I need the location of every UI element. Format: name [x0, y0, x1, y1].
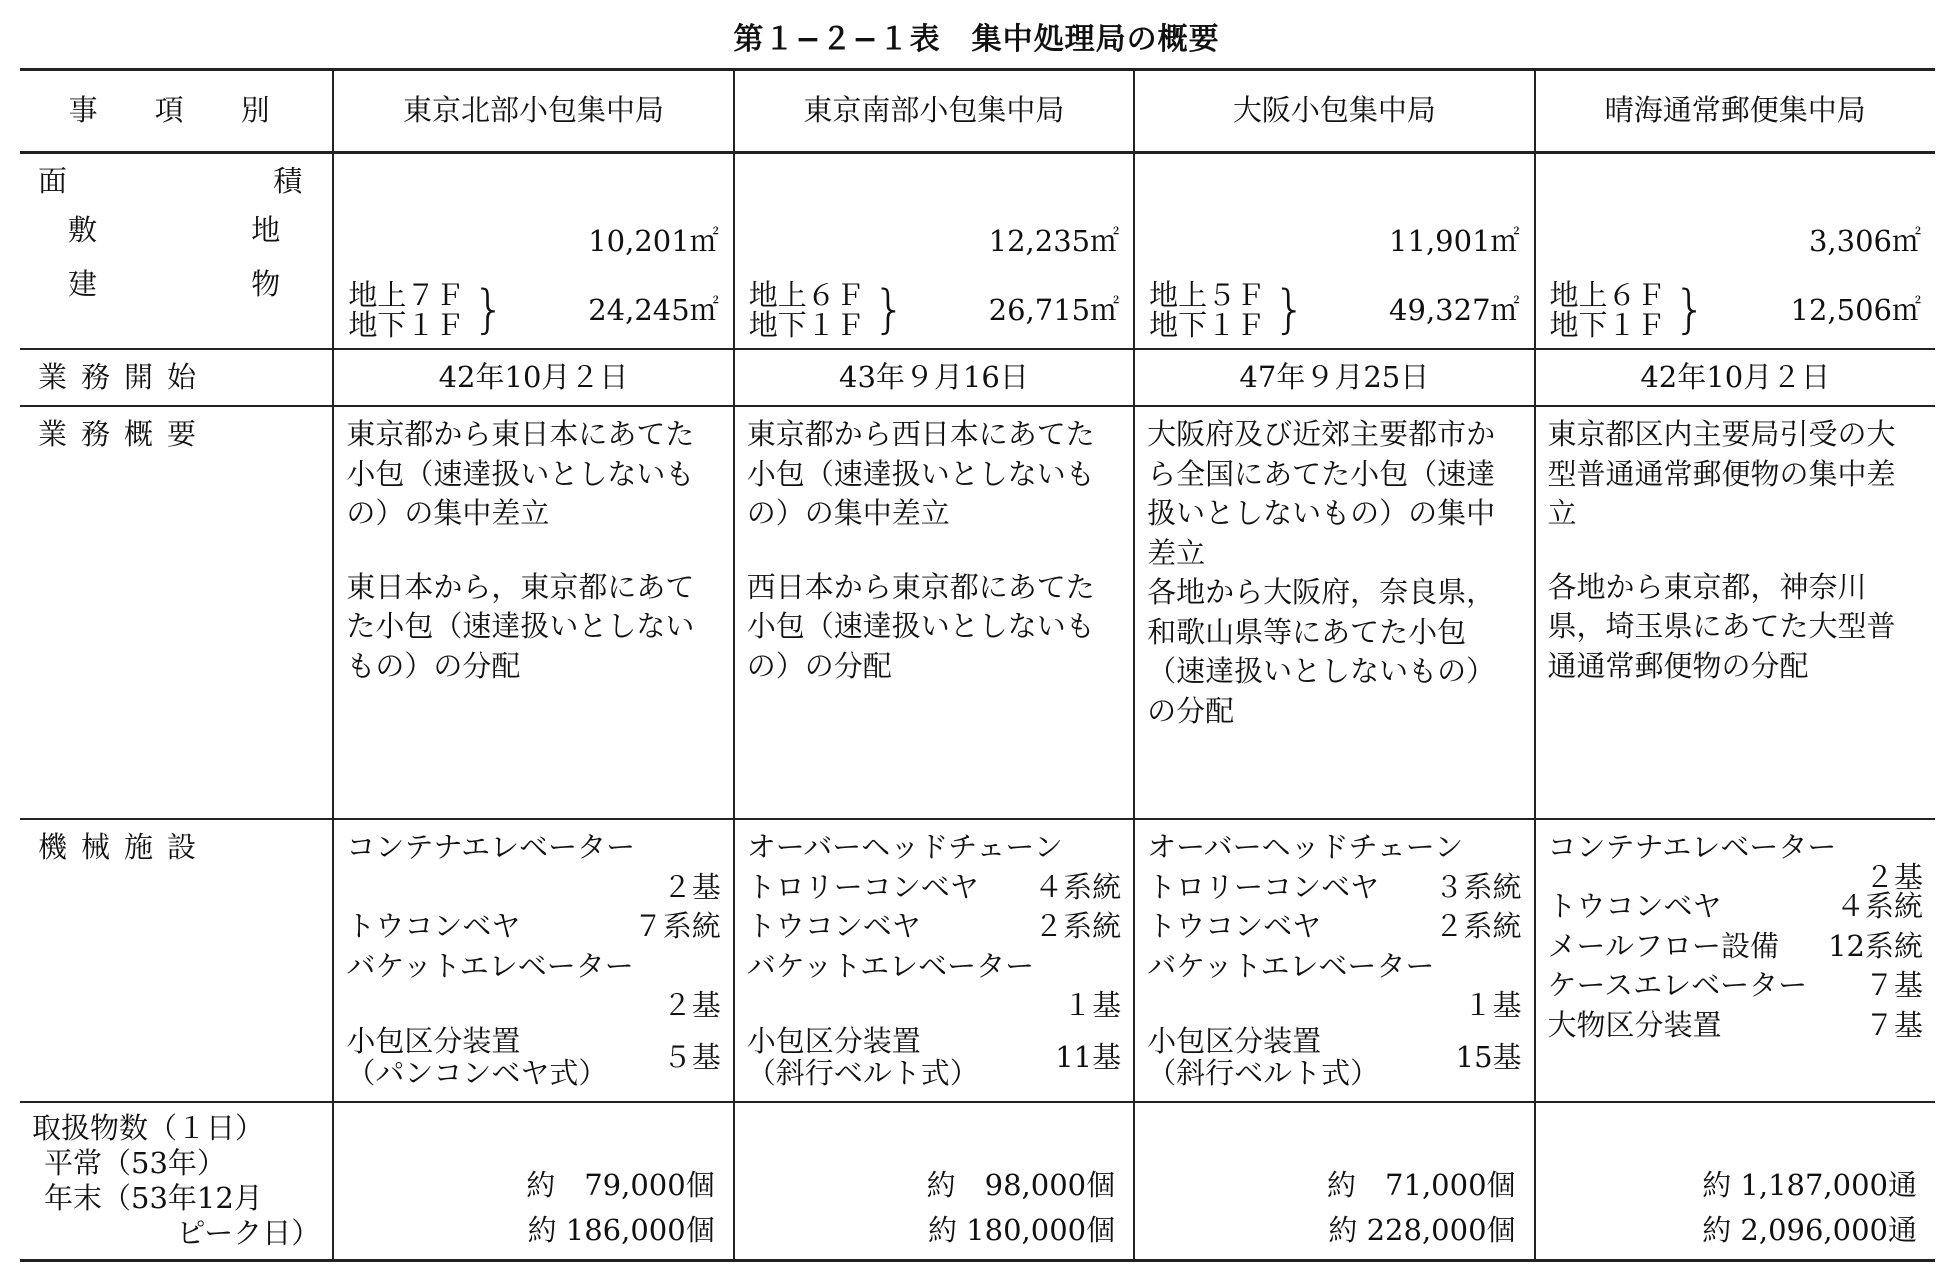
building-area: 49,327㎡: [1389, 292, 1520, 327]
start-date: 42年10月２日: [333, 349, 733, 406]
summary-row: [20, 406, 1935, 819]
volume-label: 取扱物数（１日） 平常（53年） 年末（53年12月 ピーク日）: [20, 1102, 333, 1260]
volume-cell: 約 98,000個 約 180,000個: [734, 1102, 1134, 1260]
building-area: 24,245㎡: [588, 292, 719, 327]
summary-cell: 東京都区内主要局引受の大型普通通常郵便物の集中差立 各地から東京都，神奈川県，埼玉県にあてた大型普通通常郵便物の分配: [1535, 406, 1935, 819]
start-row: [20, 349, 1935, 406]
area-cell: 3,306㎡ 地上６Ｆ 地下１Ｆ } 12,506㎡: [1535, 153, 1935, 350]
machines-cell: コンテナエレベーター ２基 トウコンベヤ ７系統 バケットエレベーター ２基 小包区分装置 （パンコンベヤ式） ５基: [333, 819, 733, 1102]
machines-cell: オーバーヘッドチェーン トロリーコンベヤ ３系統 トウコンベヤ ２系統 バケットエレベーター １基 小包区分装置 （斜行ベルト式） 15基: [1134, 819, 1534, 1102]
machines-label: 機械施設: [20, 819, 333, 1102]
header-col-2: 東京南部小包集中局: [734, 70, 1134, 153]
building-area: 26,715㎡: [988, 292, 1120, 327]
summary-cell: 東京都から東日本にあてた小包（速達扱いとしないもの）の集中差立 東日本から，東京都にあてた小包（速達扱いとしないもの）の分配: [333, 406, 733, 819]
site-area: 3,306㎡: [1808, 224, 1921, 258]
machines-cell: コンテナエレベーター ２基 トウコンベヤ ４系統 メールフロー設備 12系統 ケースエレベーター ７基 大物区分装置 ７基: [1535, 819, 1935, 1102]
start-date: 43年９月16日: [734, 349, 1134, 406]
site-area: 11,901㎡: [1389, 224, 1520, 258]
header-col-4: 晴海通常郵便集中局: [1535, 70, 1935, 153]
start-label: 業務開始: [20, 349, 333, 406]
start-date: 47年９月25日: [1134, 349, 1534, 406]
area-row: [20, 153, 1935, 350]
volume-cell: 約 71,000個 約 228,000個: [1134, 1102, 1534, 1260]
site-area: 10,201㎡: [588, 224, 719, 258]
building-area: 12,506㎡: [1790, 292, 1921, 327]
volume-row: [20, 1102, 1935, 1260]
summary-cell: 東京都から西日本にあてた小包（速達扱いとしないもの）の集中差立 西日本から東京都にあてた小包（速達扱いとしないもの）の分配: [734, 406, 1134, 819]
table-title: 第１−２−１表 集中処理局の概要: [733, 22, 1220, 57]
header-col-1: 東京北部小包集中局: [333, 70, 733, 153]
start-date: 42年10月２日: [1535, 349, 1935, 406]
area-cell: 11,901㎡ 地上５Ｆ 地下１Ｆ } 49,327㎡: [1134, 153, 1534, 350]
header-col-3: 大阪小包集中局: [1134, 70, 1534, 153]
area-label: 面 積 敷 地 建 物: [38, 164, 303, 301]
header-item: 事 項 別: [20, 70, 333, 153]
machines-row: [20, 819, 1935, 1102]
volume-cell: 約 79,000個 約 186,000個: [333, 1102, 733, 1260]
overview-table: [20, 68, 1935, 1262]
machines-cell: オーバーヘッドチェーン トロリーコンベヤ ４系統 トウコンベヤ ２系統 バケットエレベーター １基 小包区分装置 （斜行ベルト式） 11基: [734, 819, 1134, 1102]
area-cell: 10,201㎡ 地上７Ｆ 地下１Ｆ } 24,245㎡: [333, 153, 733, 350]
area-cell: 12,235㎡ 地上６Ｆ 地下１Ｆ } 26,715㎡: [734, 153, 1134, 350]
summary-label: 業務概要: [20, 406, 333, 819]
volume-cell: 約 1,187,000通 約 2,096,000通: [1535, 1102, 1935, 1260]
summary-cell: 大阪府及び近郊主要都市から全国にあてた小包（速達扱いとしないもの）の集中差立 各地から大阪府，奈良県，和歌山県等にあてた小包（速達扱いとしないもの）の分配: [1134, 406, 1534, 819]
site-area: 12,235㎡: [988, 224, 1120, 258]
header-row: [20, 70, 1935, 153]
